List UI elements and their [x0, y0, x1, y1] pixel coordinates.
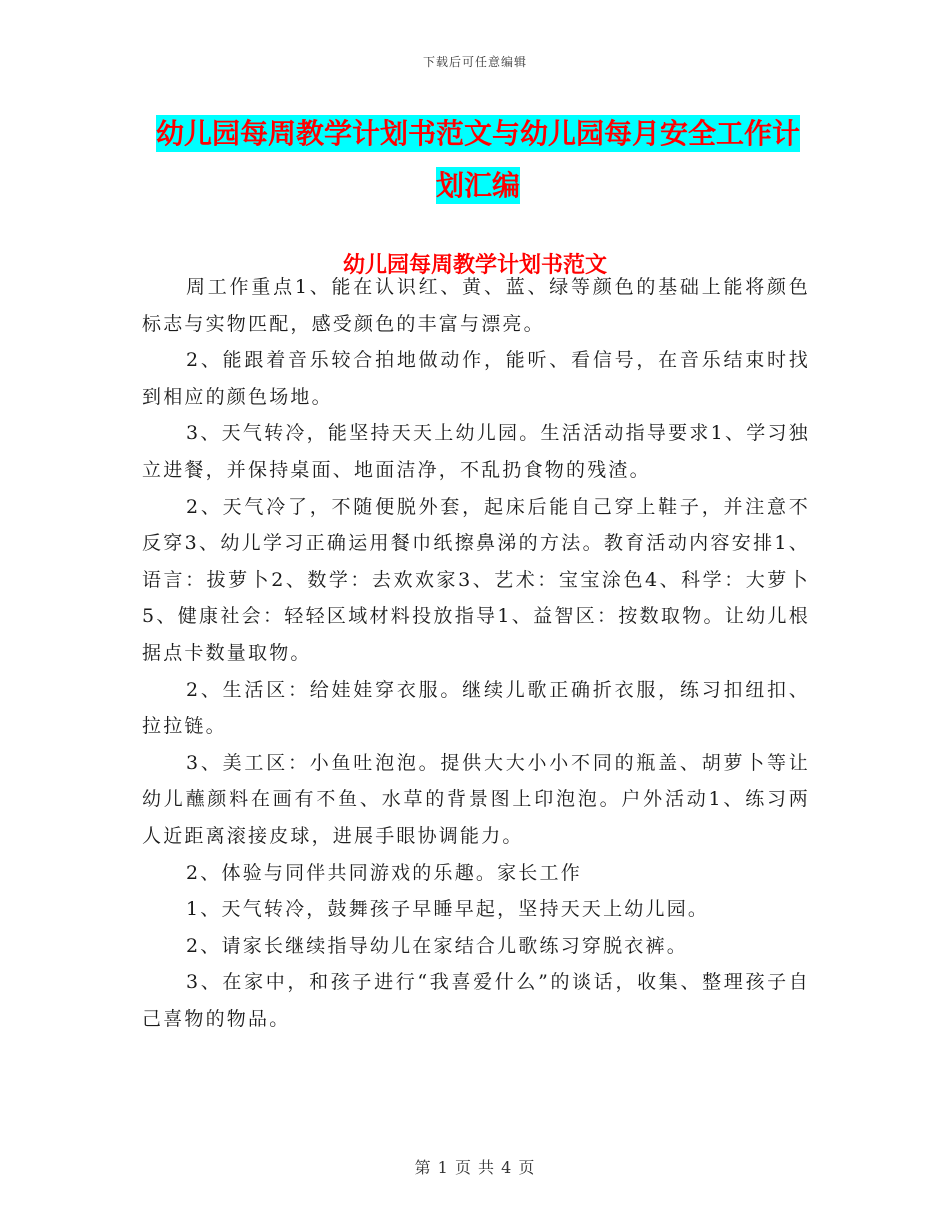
paragraph: 3、天气转冷，能坚持天天上幼儿园。生活活动指导要求1、学习独立进餐，并保持桌面、地面洁净，不乱扔食物的残渣。 [142, 422, 810, 481]
section-title: 幼儿园每周教学计划书范文 [342, 253, 607, 278]
page-header-note: 下载后可任意编辑 [422, 55, 527, 69]
document-title [143, 108, 813, 212]
body-text [142, 269, 810, 1037]
paragraph: 2、请家长继续指导幼儿在家结合儿歌练习穿脱衣裤。 [186, 934, 688, 957]
paragraph: 周工作重点1、能在认识红、黄、蓝、绿等颜色的基础上能将颜色标志与实物匹配，感受颜色的丰富与漂亮。 [142, 276, 810, 335]
paragraph: 3、在家中，和孩子进行“我喜爱什么”的谈话，收集、整理孩子自己喜物的物品。 [142, 971, 810, 1030]
paragraph: 2、天气冷了，不随便脱外套，起床后能自己穿上鞋子，并注意不反穿3、幼儿学习正确运用餐巾纸擦鼻涕的方法。教育活动内容安排1、语言：拔萝卜2、数学：去欢欢家3、艺术：宝宝涂色4、科学：大萝卜5、健康社会：轻轻区域材料投放指导1、益智区：按数取物。让幼儿根据点卡数量取物。 [142, 495, 810, 664]
paragraph: 2、体验与同伴共同游戏的乐趣。家长工作 [186, 861, 582, 884]
page-number: 第 1 页 共 4 页 [414, 1158, 536, 1177]
paragraph: 3、美工区：小鱼吐泡泡。提供大大小小不同的瓶盖、胡萝卜等让幼儿蘸颜料在画有不鱼、水草的背景图上印泡泡。户外活动1、练习两人近距离滚接皮球，进展手眼协调能力。 [142, 751, 810, 847]
paragraph: 1、天气转冷，鼓舞孩子早睡早起，坚持天天上幼儿园。 [186, 898, 710, 921]
paragraph: 2、生活区：给娃娃穿衣服。继续儿歌正确折衣服，练习扣纽扣、拉拉链。 [142, 678, 810, 738]
paragraph: 2、能跟着音乐较合拍地做动作，能听、看信号，在音乐结束时找到相应的颜色场地。 [142, 349, 810, 408]
document-title-text: 幼儿园每周教学计划书范文与幼儿园每月安全工作计划汇编 [155, 117, 800, 202]
